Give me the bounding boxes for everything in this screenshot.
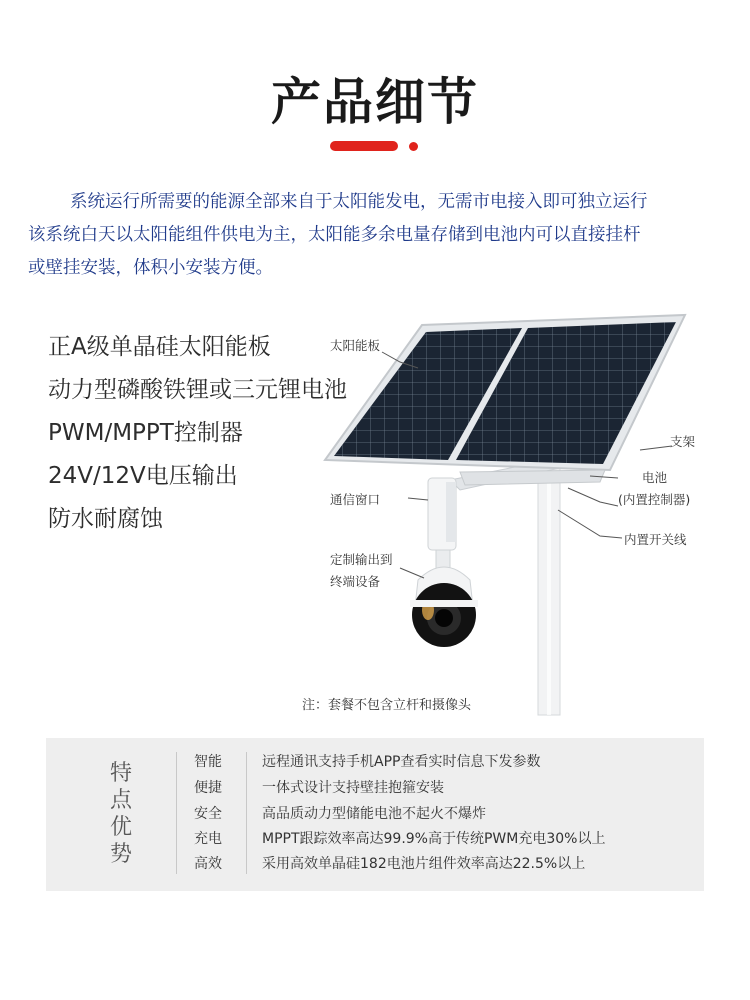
advantage-value: 高品质动力型储能电池不起火不爆炸 bbox=[262, 806, 486, 822]
advantages-title-char: 势 bbox=[109, 842, 132, 867]
feature-item: 正A级单晶硅太阳能板 bbox=[48, 334, 271, 360]
feature-item: 防水耐腐蚀 bbox=[48, 506, 163, 532]
feature-item: 24V/12V电压输出 bbox=[48, 463, 238, 489]
package-note: 注：套餐不包含立杆和摄像头 bbox=[302, 698, 472, 713]
label-battery: 电池 bbox=[642, 470, 668, 485]
advantage-value: 采用高效单晶硅182电池片组件效率高达22.5%以上 bbox=[262, 856, 586, 872]
advantages-title bbox=[106, 760, 136, 868]
divider bbox=[176, 752, 177, 874]
advantage-value: 一体式设计支持壁挂抱箍安装 bbox=[262, 780, 444, 796]
advantage-value: MPPT跟踪效率高达99.9%高于传统PWM充电30%以上 bbox=[262, 831, 606, 847]
label-output-line1: 定制输出到 bbox=[330, 552, 393, 567]
intro-paragraph bbox=[28, 186, 728, 285]
feature-item: 动力型磷酸铁锂或三元锂电池 bbox=[48, 377, 347, 403]
advantage-key: 高效 bbox=[194, 856, 222, 872]
advantages-title-char: 优 bbox=[109, 815, 132, 840]
feature-item: PWM/MPPT控制器 bbox=[48, 420, 243, 446]
advantage-key: 便捷 bbox=[194, 780, 222, 796]
label-switch: 内置开关线 bbox=[624, 532, 687, 547]
title-underline-dot bbox=[409, 142, 418, 151]
product-diagram bbox=[300, 310, 730, 720]
label-comm-window: 通信窗口 bbox=[330, 492, 381, 507]
advantages-panel bbox=[46, 738, 704, 891]
page-title: 产品细节 bbox=[271, 73, 479, 131]
label-bracket: 支架 bbox=[670, 434, 696, 449]
advantage-value: 远程通讯支持手机APP查看实时信息下发参数 bbox=[262, 754, 541, 770]
divider bbox=[246, 752, 247, 874]
advantage-key: 智能 bbox=[194, 754, 222, 770]
advantage-key: 充电 bbox=[194, 831, 222, 847]
advantage-key: 安全 bbox=[194, 806, 222, 822]
advantages-title-char: 特 bbox=[109, 761, 132, 786]
label-output-line2: 终端设备 bbox=[330, 574, 381, 589]
advantages-title-char: 点 bbox=[109, 788, 132, 813]
intro-line: 或壁挂安装，体积小安装方便。 bbox=[28, 258, 273, 278]
solar-camera-illustration bbox=[300, 310, 730, 720]
label-controller: (内置控制器) bbox=[618, 492, 691, 507]
intro-line: 该系统白天以太阳能组件供电为主，太阳能多余电量存储到电池内可以直接挂杆 bbox=[28, 225, 641, 245]
title-underline-bar bbox=[330, 141, 398, 151]
intro-line: 系统运行所需要的能源全部来自于太阳能发电，无需市电接入即可独立运行 bbox=[70, 192, 648, 212]
label-solar-panel: 太阳能板 bbox=[330, 338, 381, 353]
